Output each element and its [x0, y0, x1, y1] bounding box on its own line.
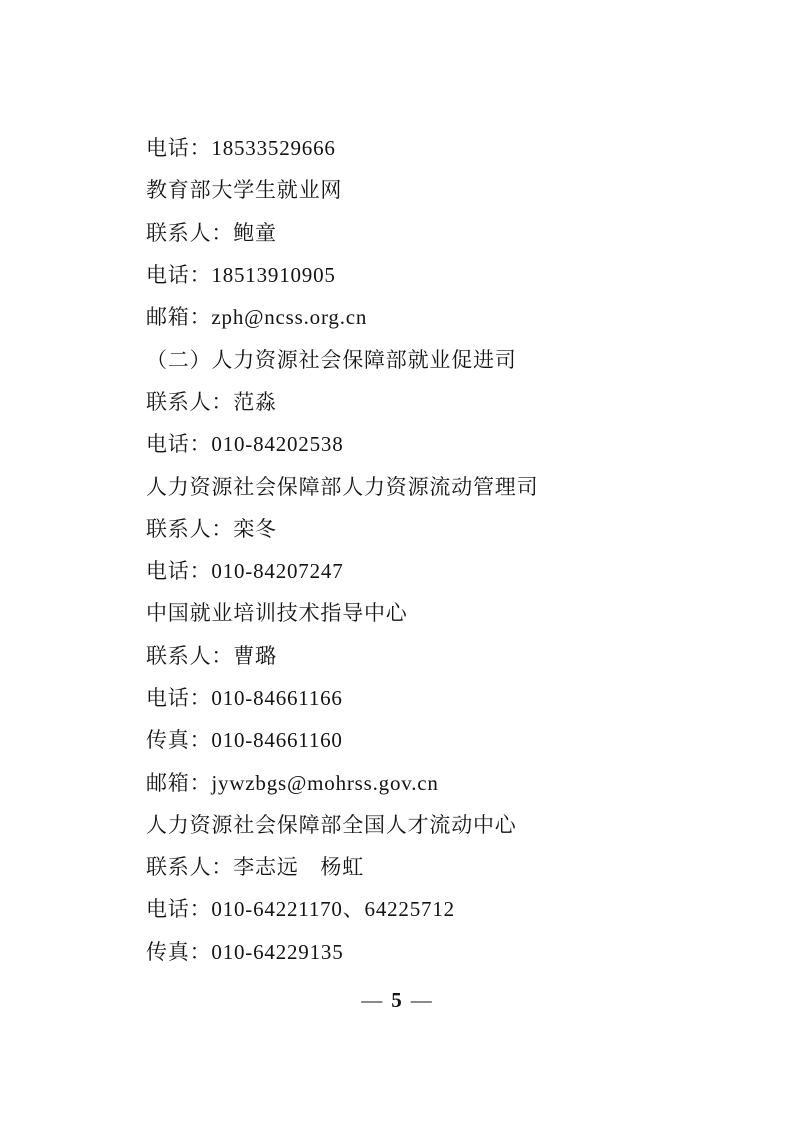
page-number-value: 5	[391, 988, 402, 1012]
document-line: 联系人：李志远 杨虹	[146, 855, 364, 880]
document-line: 传真：010-84661160	[146, 728, 343, 753]
document-line: 联系人：范淼	[146, 389, 277, 414]
document-line: 电话：18513910905	[146, 263, 336, 288]
document-line: 联系人：栾冬	[146, 516, 277, 541]
document-line: 电话：18533529666	[146, 136, 336, 161]
document-section-heading: （二）人力资源社会保障部就业促进司	[146, 347, 517, 372]
document-line: 教育部大学生就业网	[146, 178, 343, 203]
page-number	[0, 988, 793, 1013]
page-number-dash-left: —	[361, 988, 383, 1012]
document-line: 人力资源社会保障部人力资源流动管理司	[146, 474, 539, 499]
document-line: 传真：010-64229135	[146, 939, 344, 964]
document-line: 电话：010-84661166	[146, 686, 343, 710]
document-line: 邮箱：jywzbgs@mohrss.gov.cn	[146, 770, 439, 795]
document-line: 邮箱：zph@ncss.org.cn	[146, 305, 368, 330]
document-line: 电话：010-64221170、64225712	[146, 897, 455, 922]
document-line: 电话：010-84202538	[146, 432, 344, 457]
document-line: 人力资源社会保障部全国人才流动中心	[146, 812, 517, 837]
document-line: 电话：010-84207247	[146, 559, 344, 584]
page-number-dash-right: —	[410, 988, 432, 1012]
document-line: 中国就业培训技术指导中心	[146, 601, 408, 626]
document-line: 联系人：鲍童	[146, 220, 277, 245]
document-line: 联系人：曹璐	[146, 643, 277, 668]
document-body	[146, 126, 753, 972]
